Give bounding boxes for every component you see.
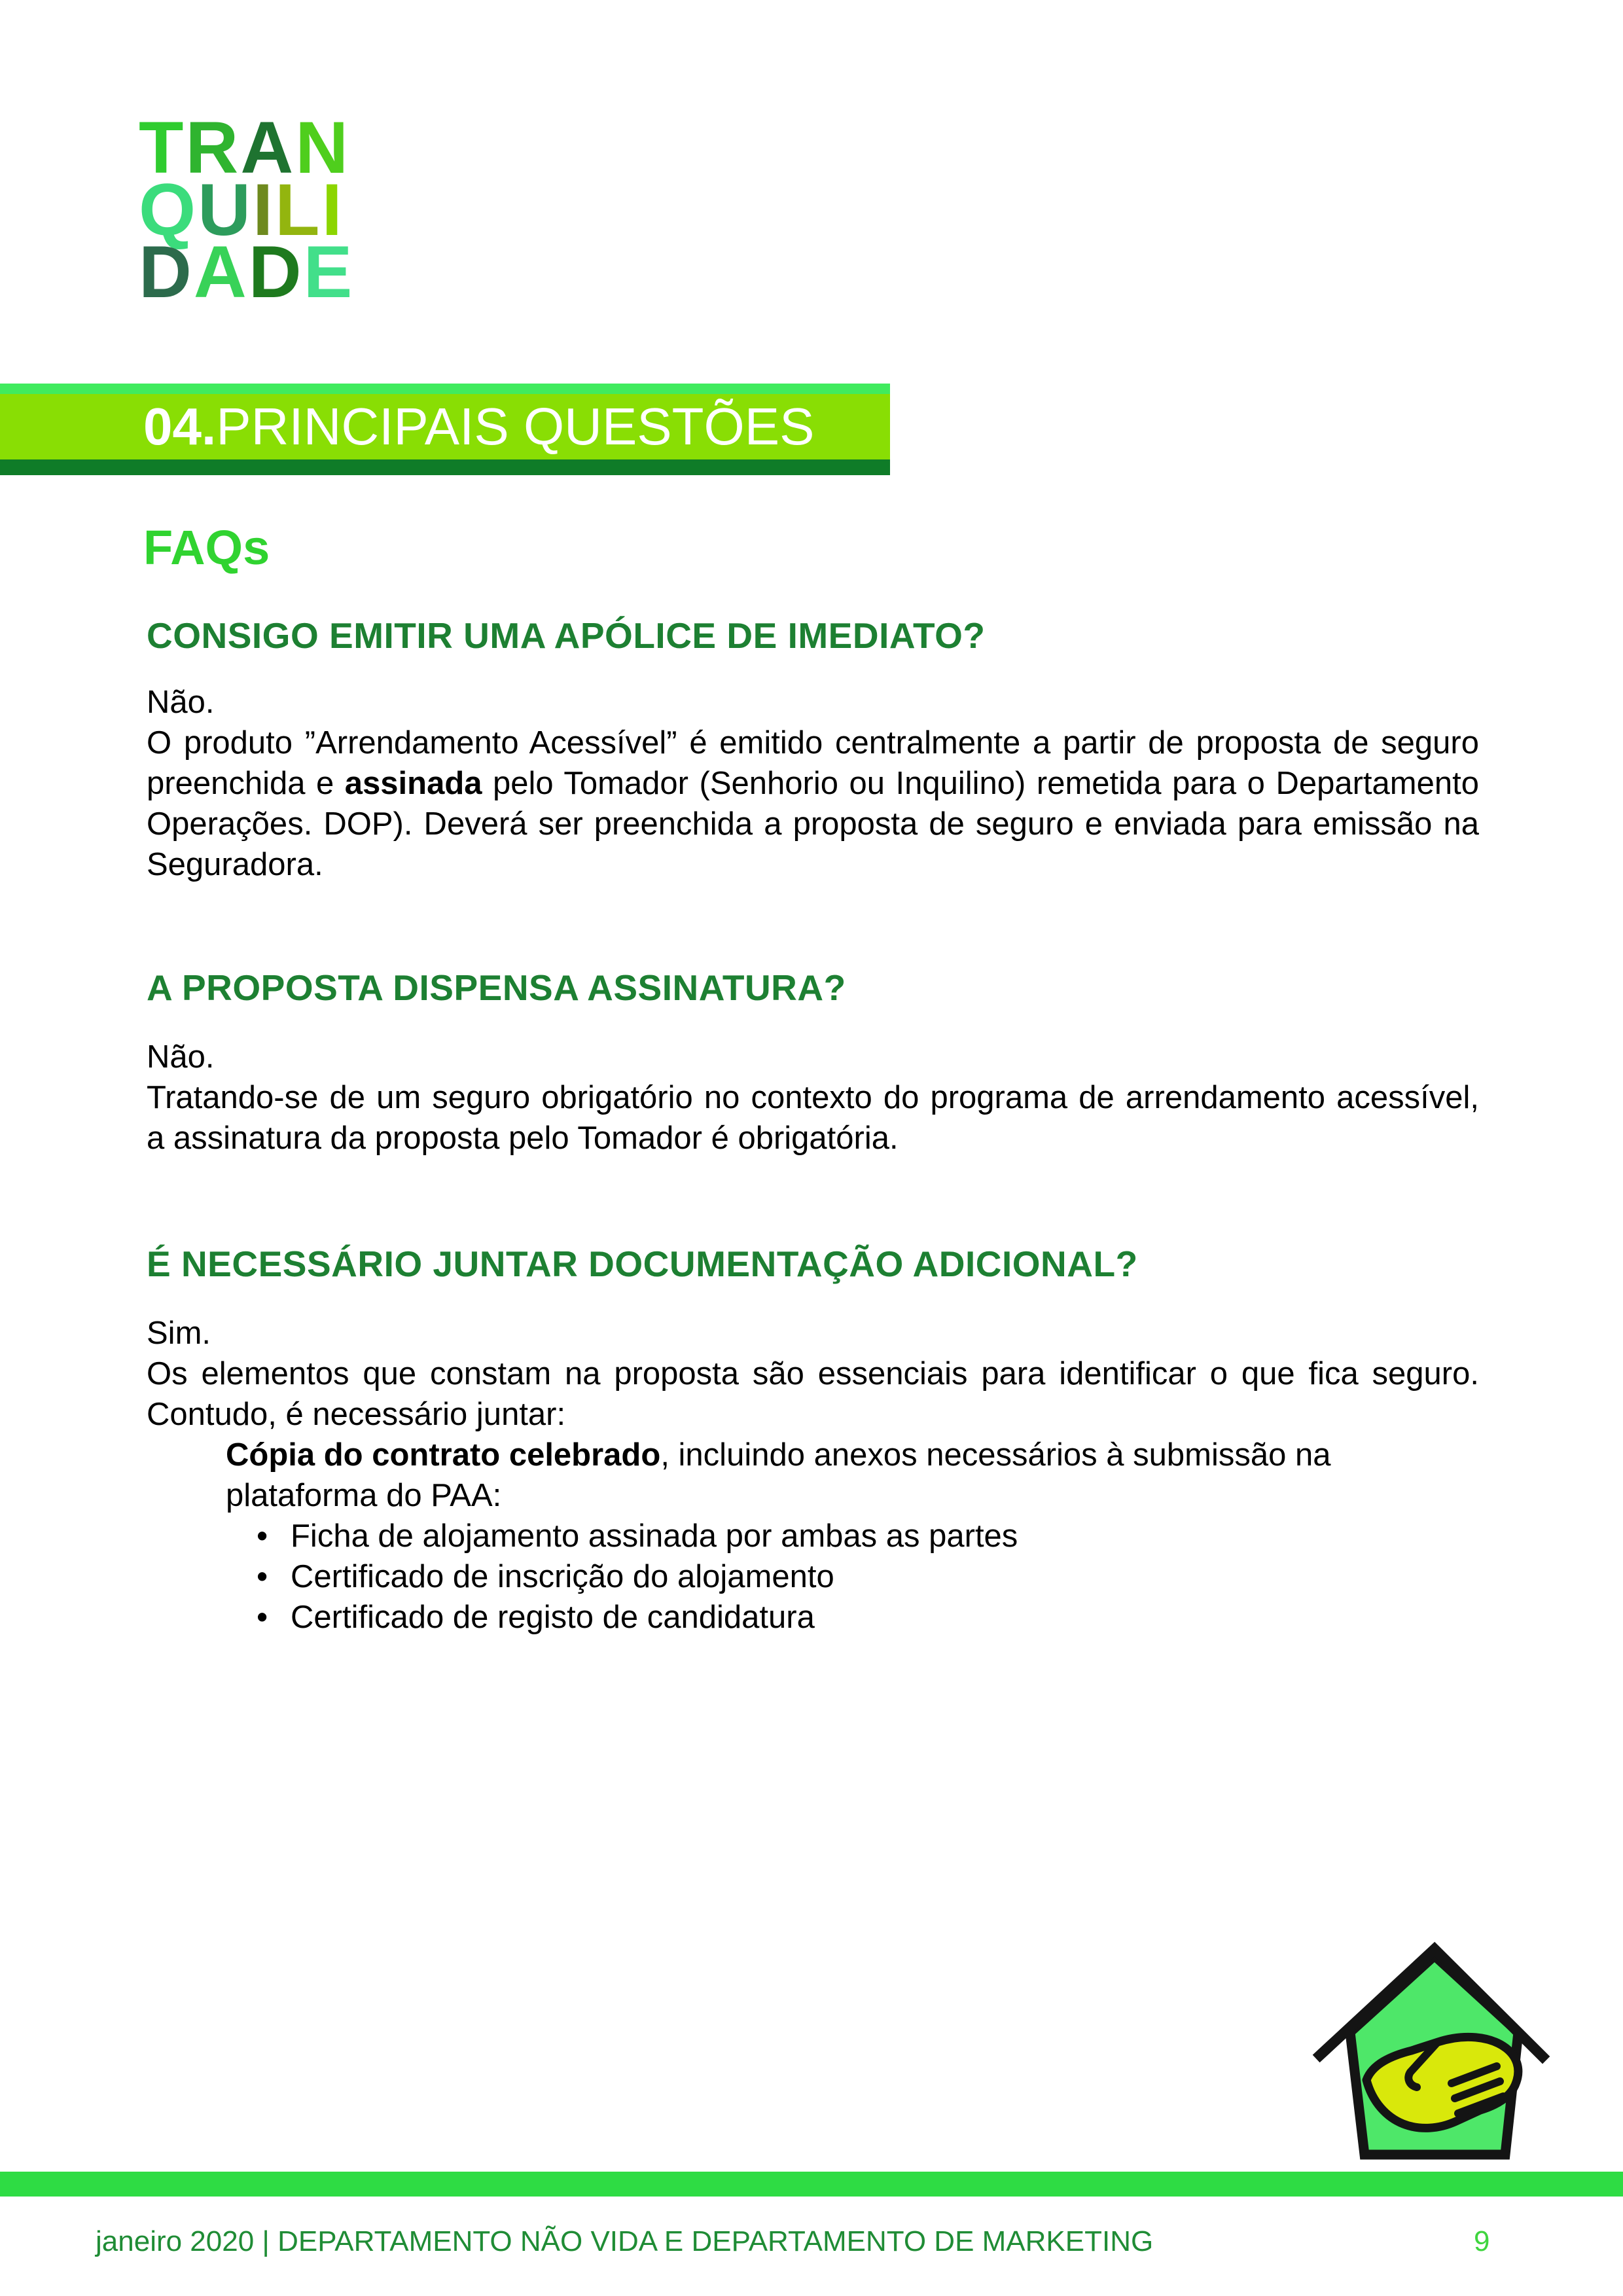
answer-paragraph-1 xyxy=(147,682,1479,885)
banner-bottom-strip xyxy=(0,459,890,475)
bullet-text: Certificado de inscrição do alojamento xyxy=(291,1559,834,1594)
question-heading-1: CONSIGO EMITIR UMA APÓLICE DE IMEDIATO? xyxy=(147,615,986,656)
bullet-list xyxy=(257,1516,1479,1638)
answer-1-text: O produto ”Arrendamento Acessível” é emitido centralmente a partir de proposta de seguro preenchida e xyxy=(147,725,1479,801)
sub-item-bold: Cópia do contrato celebrado xyxy=(226,1437,661,1473)
footer-divider-bar xyxy=(0,2172,1623,2197)
logo-letter: D xyxy=(139,231,194,313)
logo-letter: N xyxy=(295,107,351,188)
logo-letter: R xyxy=(185,107,241,188)
logo-letter: T xyxy=(139,107,186,188)
logo-letter: I xyxy=(321,169,344,251)
logo-letter: A xyxy=(240,107,296,188)
answer-paragraph-2 xyxy=(147,1037,1479,1158)
house-handshake-icon xyxy=(1299,1924,1558,2166)
answer-1-bold-word: assinada xyxy=(344,766,482,801)
logo-line-3 xyxy=(139,231,355,313)
answer-paragraph-3 xyxy=(147,1313,1479,1638)
answer-1-text-cont: pelo Tomador (Senhorio ou Inquilino) remetida para o Departamento Operações. DOP). Deverá ser preenchida a proposta de seguro e enviada para emissão na Seguradora. xyxy=(147,766,1479,882)
bullet-text: Ficha de alojamento assinada por ambas as partes xyxy=(291,1518,1018,1554)
section-number: 04. xyxy=(143,397,217,456)
list-item xyxy=(257,1516,1479,1556)
bullet-icon: • xyxy=(257,1559,268,1594)
tranquilidade-logo xyxy=(139,107,355,313)
question-heading-2: A PROPOSTA DISPENSA ASSINATURA? xyxy=(147,967,846,1008)
answer-3-text: Os elementos que constam na proposta são essenciais para identificar o que fica seguro. Contudo, é necessário juntar: xyxy=(147,1356,1479,1432)
logo-letter: I xyxy=(253,169,276,251)
section-banner xyxy=(0,384,890,475)
document-sub-item xyxy=(226,1435,1479,1516)
banner-top-strip xyxy=(0,384,890,394)
logo-letter: D xyxy=(248,231,304,313)
answer-3-intro: Sim. xyxy=(147,1316,211,1351)
bullet-icon: • xyxy=(257,1518,268,1554)
answer-3-body xyxy=(147,1313,1479,1435)
answer-2-intro: Não. xyxy=(147,1039,215,1075)
logo-letter: E xyxy=(303,231,355,313)
bullet-icon: • xyxy=(257,1600,268,1635)
answer-1-intro: Não. xyxy=(147,685,215,720)
faqs-heading: FAQs xyxy=(143,520,270,575)
banner-band xyxy=(0,394,890,459)
page-number: 9 xyxy=(1474,2225,1490,2257)
list-item xyxy=(257,1556,1479,1597)
logo-letter: L xyxy=(275,169,322,251)
sub-item-rest: , incluindo anexos necessários à submissão na plataforma do PAA: xyxy=(226,1437,1331,1513)
section-title: PRINCIPAIS QUESTÕES xyxy=(216,397,815,456)
logo-letter: Q xyxy=(139,169,198,251)
question-heading-3: É NECESSÁRIO JUNTAR DOCUMENTAÇÃO ADICIONAL? xyxy=(147,1244,1138,1284)
bullet-text: Certificado de registo de candidatura xyxy=(291,1600,815,1635)
list-item xyxy=(257,1597,1479,1638)
logo-letter: A xyxy=(193,231,249,313)
answer-2-text: Tratando-se de um seguro obrigatório no contexto do programa de arrendamento acessível, a assinatura da proposta pelo Tomador é obrigatória. xyxy=(147,1080,1479,1156)
footer-text: janeiro 2020 | DEPARTAMENTO NÃO VIDA E DEPARTAMENTO DE MARKETING xyxy=(96,2225,1154,2257)
logo-letter: U xyxy=(198,169,253,251)
